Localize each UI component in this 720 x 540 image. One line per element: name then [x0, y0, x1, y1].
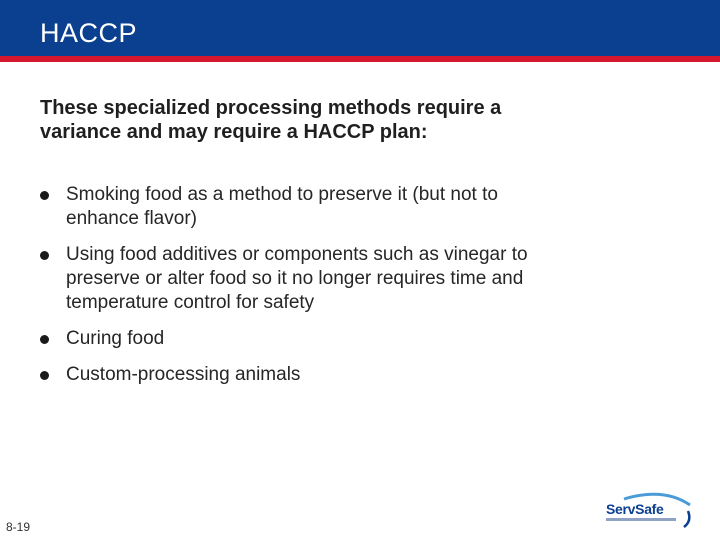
bullet-item	[40, 363, 560, 387]
bullet-dot-icon	[40, 251, 49, 260]
bullet-dot-icon	[40, 371, 49, 380]
bullet-text: Smoking food as a method to preserve it (but not to enhance flavor)	[66, 184, 498, 229]
bullet-text: Custom-processing animals	[66, 364, 301, 385]
bullet-dot-icon	[40, 191, 49, 200]
bullet-item	[40, 243, 560, 315]
page-number: 8-19	[6, 520, 31, 534]
bullet-item	[40, 183, 560, 231]
bullet-text: Curing food	[66, 328, 165, 349]
bullet-item	[40, 327, 560, 351]
bullet-dot-icon	[40, 335, 49, 344]
title-bar	[0, 0, 720, 56]
bullet-text: Using food additives or components such as vinegar to preserve or alter food so it no longer requires time and temperature control for safety	[66, 244, 528, 313]
logo-wordmark: ServSafe	[606, 501, 664, 517]
logo-tagline-bar	[606, 518, 676, 521]
slide-title: HACCP	[40, 18, 138, 48]
intro-text: These specialized processing methods require a variance and may require a HACCP plan:	[40, 97, 502, 143]
bullet-list	[40, 183, 560, 399]
servsafe-logo	[604, 491, 696, 531]
title-accent-stripe	[0, 56, 720, 62]
